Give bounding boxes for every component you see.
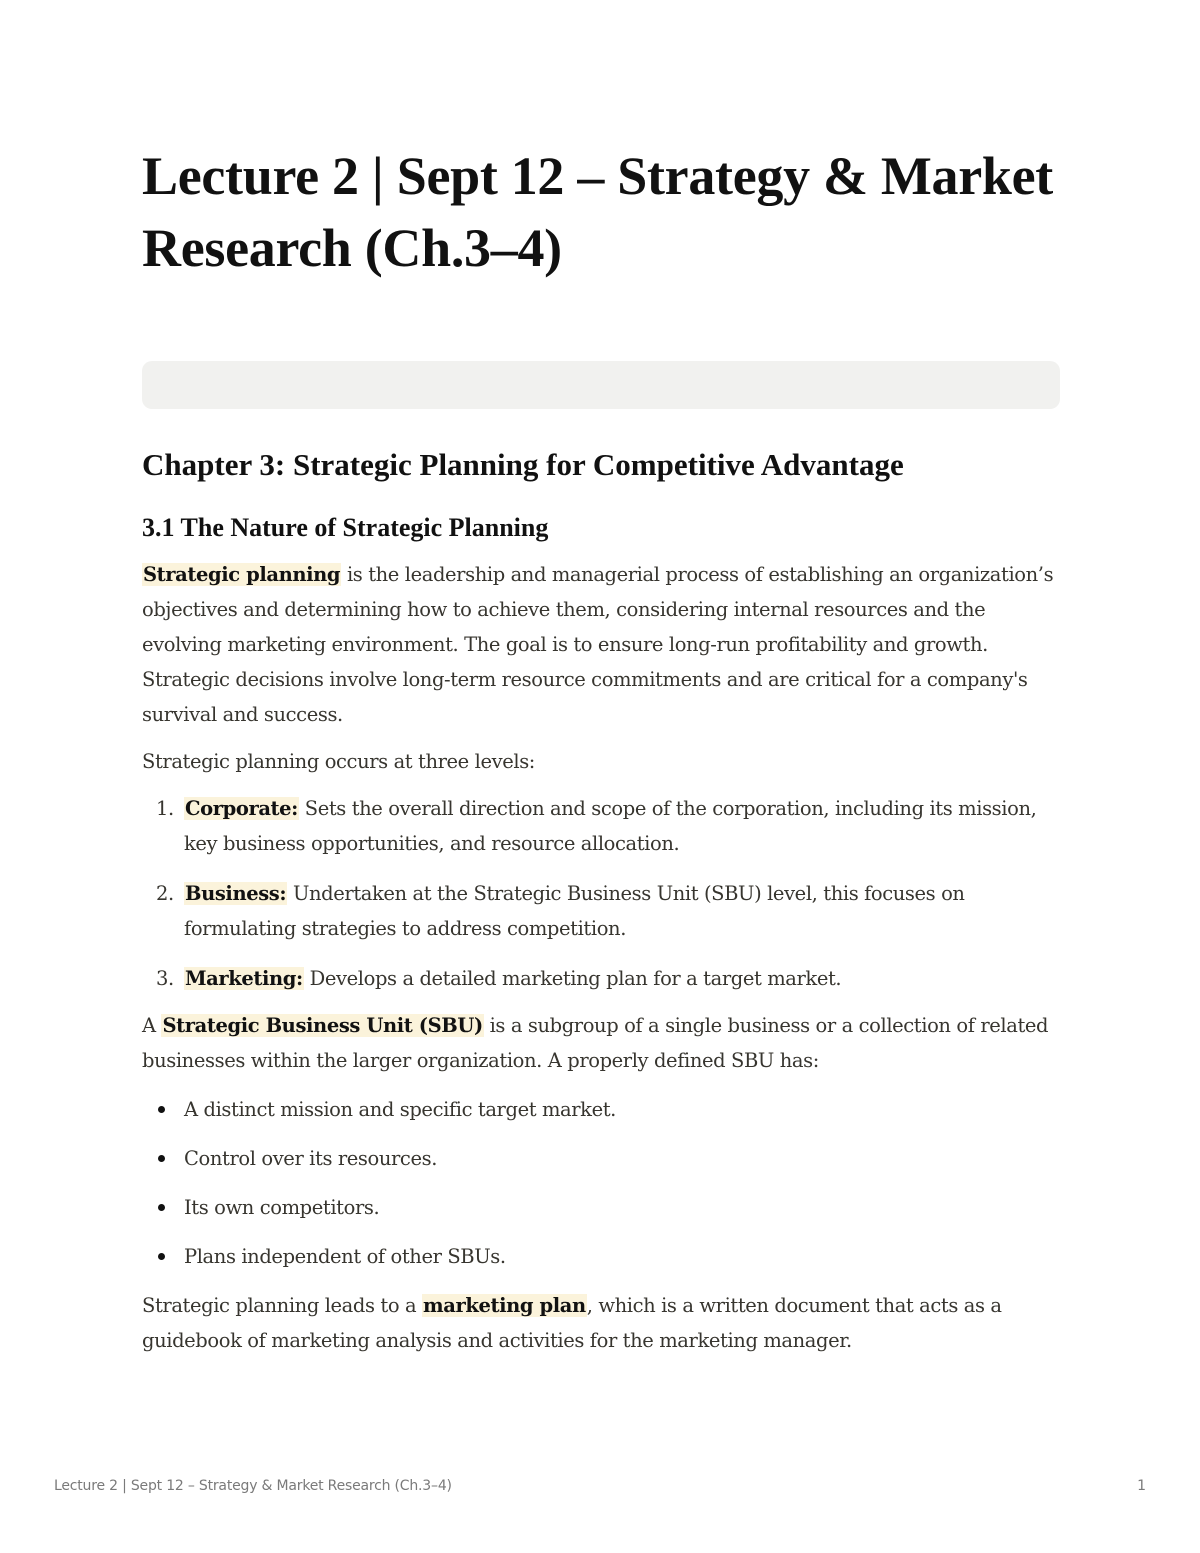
list-item xyxy=(142,1239,1060,1274)
sbu-traits-list xyxy=(142,1092,1060,1274)
highlighted-term: Corporate: xyxy=(185,797,298,820)
list-item xyxy=(142,791,1060,861)
list-number: 2. xyxy=(156,882,174,905)
paragraph-levels-intro: Strategic planning occurs at three levels: xyxy=(142,750,535,773)
paragraph-text: is the leadership and managerial process of establishing an organization’s objectives and determining how to achieve them, considering internal resources and the evolving marketing environment. The goal is to ensure long-run profitability and growth. Strategic decisions involve long-term resource commitments and are critical for a company's survival and success. xyxy=(142,563,1054,726)
bullet-icon xyxy=(158,1155,165,1162)
paragraph-text: is a subgroup of a single business or a collection of related businesses within the larger organization. A properly defined SBU has: xyxy=(142,1014,1049,1072)
paragraph-strategic-planning xyxy=(142,557,1060,732)
footer-title: Lecture 2 | Sept 12 – Strategy & Market Research (Ch.3–4) xyxy=(54,1478,452,1494)
list-item xyxy=(142,876,1060,946)
highlighted-term: Strategic planning xyxy=(143,563,341,586)
paragraph-sbu xyxy=(142,1008,1060,1078)
paragraph-text: Strategic planning leads to a xyxy=(142,1294,422,1317)
bullet-icon xyxy=(158,1253,165,1260)
paragraph-marketing-plan xyxy=(142,1288,1060,1358)
highlighted-term: marketing plan xyxy=(423,1294,586,1317)
chapter-heading: Chapter 3: Strategic Planning for Competitive Advantage xyxy=(142,447,904,482)
highlighted-term: Strategic Business Unit (SBU) xyxy=(162,1014,483,1037)
list-item xyxy=(142,1141,1060,1176)
list-item xyxy=(142,1190,1060,1225)
list-item-text: Control over its resources. xyxy=(184,1147,438,1170)
list-item-text: Undertaken at the Strategic Business Unit (SBU) level, this focuses on formulating strategies to address competition. xyxy=(184,882,965,940)
paragraph-text: , which is a written document that acts as a guidebook of marketing analysis and activities for the marketing manager. xyxy=(142,1294,1002,1352)
paragraph-text: A xyxy=(142,1014,162,1037)
highlighted-term: Business: xyxy=(185,882,287,905)
list-item-text: Plans independent of other SBUs. xyxy=(184,1245,506,1268)
bullet-icon xyxy=(158,1106,165,1113)
list-item xyxy=(142,1092,1060,1127)
list-item-text: Develops a detailed marketing plan for a target market. xyxy=(303,967,842,990)
bullet-icon xyxy=(158,1204,165,1211)
page-content xyxy=(142,140,1060,1358)
list-item xyxy=(142,961,1060,996)
highlighted-term: Marketing: xyxy=(185,967,303,990)
list-item-text: Its own competitors. xyxy=(184,1196,380,1219)
list-number: 3. xyxy=(156,967,174,990)
list-item-text: A distinct mission and specific target market. xyxy=(184,1098,616,1121)
section-heading: 3.1 The Nature of Strategic Planning xyxy=(142,513,549,542)
empty-callout-block xyxy=(142,361,1060,409)
footer-page-number: 1 xyxy=(1137,1478,1146,1494)
list-item-text: Sets the overall direction and scope of the corporation, including its mission, key business opportunities, and resource allocation. xyxy=(184,797,1037,855)
page-title: Lecture 2 | Sept 12 – Strategy & Market Research (Ch.3–4) xyxy=(142,146,1053,278)
levels-list xyxy=(142,791,1060,996)
list-number: 1. xyxy=(156,797,174,820)
